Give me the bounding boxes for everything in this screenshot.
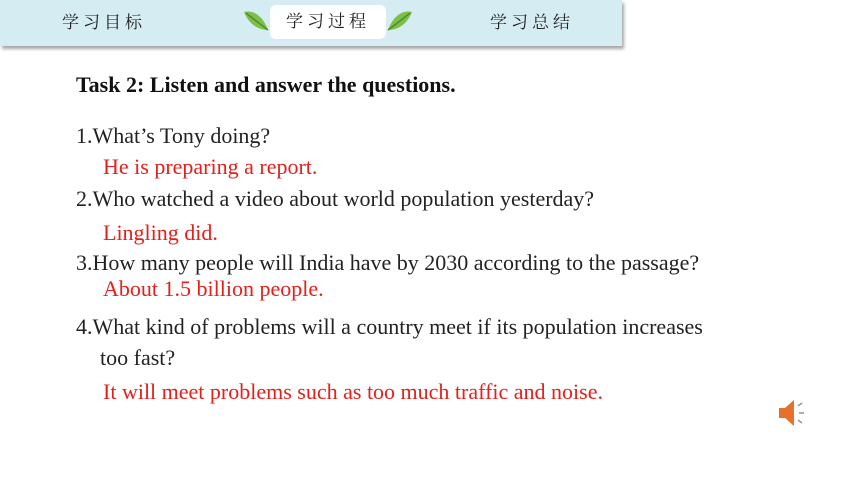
question-3: 3.How many people will India have by 2030 according to the passage? bbox=[76, 250, 700, 275]
leaf-icon bbox=[240, 4, 272, 36]
answer-1: He is preparing a report. bbox=[103, 154, 318, 179]
leaf-icon bbox=[384, 4, 416, 36]
answer-3: About 1.5 billion people. bbox=[103, 276, 324, 301]
tab-learning-process-label: 学习过程 bbox=[286, 12, 370, 32]
top-nav-bar bbox=[0, 0, 622, 46]
tab-learning-summary[interactable]: 学习总结 bbox=[490, 13, 574, 33]
task-title: Task 2: Listen and answer the questions. bbox=[76, 72, 456, 97]
question-4-continued: too fast? bbox=[100, 345, 176, 370]
question-2: 2.Who watched a video about world population yesterday? bbox=[76, 186, 595, 211]
tab-learning-process[interactable] bbox=[270, 5, 386, 39]
answer-4: It will meet problems such as too much traffic and noise. bbox=[103, 379, 603, 404]
answer-2: Lingling did. bbox=[103, 220, 218, 245]
question-1: 1.What’s Tony doing? bbox=[76, 123, 271, 148]
tab-learning-goals[interactable]: 学习目标 bbox=[62, 13, 146, 33]
question-4: 4.What kind of problems will a country meet if its population increases bbox=[76, 314, 703, 339]
speaker-icon[interactable] bbox=[775, 396, 809, 430]
